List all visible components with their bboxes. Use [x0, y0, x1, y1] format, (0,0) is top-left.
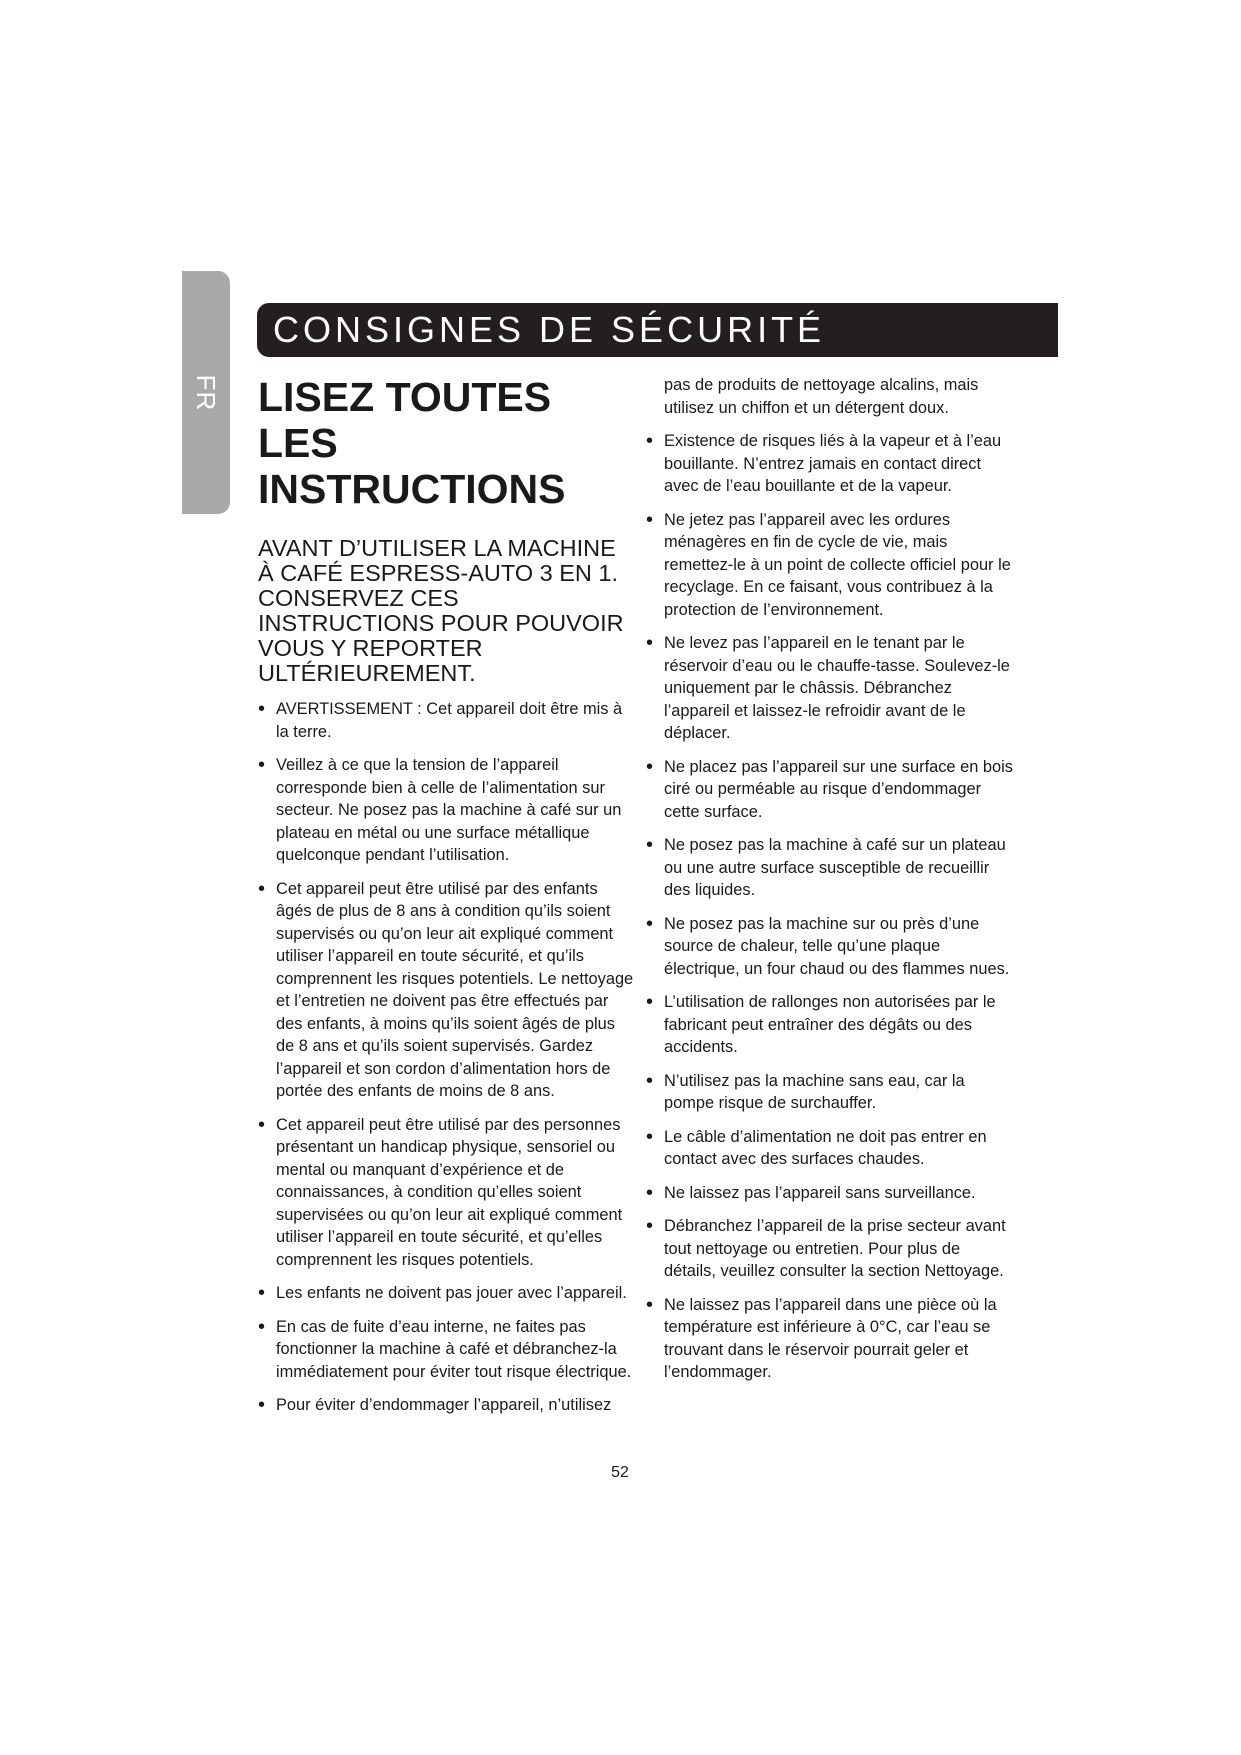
safety-item: • Pour éviter d’endommager l’appareil, n’utilisez: [258, 1394, 636, 1417]
safety-item: • N’utilisez pas la machine sans eau, car la pompe risque de surchauffer.: [646, 1070, 1014, 1115]
safety-item: • Les enfants ne doivent pas jouer avec l’appareil.: [258, 1282, 636, 1305]
safety-item: • En cas de fuite d’eau interne, ne faites pas fonctionner la machine à café et débranchez-la immédiatement pour éviter tout risque électrique.: [258, 1316, 636, 1384]
instructions-subheading: AVANT D’UTILISER LA MACHINE À CAFÉ ESPRESS-AUTO 3 EN 1. CONSERVEZ CES INSTRUCTIONS POUR POUVOIR VOUS Y REPORTER ULTÉRIEUREMENT.: [258, 535, 624, 686]
safety-item: • Ne levez pas l’appareil en le tenant par le réservoir d’eau ou le chauffe-tasse. Soulevez-le uniquement par le châssis. Débranchez l’appareil et laissez-le refroidir avant de le déplacer.: [646, 632, 1014, 745]
safety-item: • Cet appareil peut être utilisé par des personnes présentant un handicap physique, sensoriel ou mental ou manquant d’expérience et de connaissances, à condition qu’elles soient supervisées ou qu’on leur ait expliqué comment utiliser l’appareil en toute sécurité, et qu’elles comprennent les risques potentiels.: [258, 1114, 636, 1272]
safety-item: • Le câble d’alimentation ne doit pas entrer en contact avec des surfaces chaudes.: [646, 1126, 1014, 1171]
safety-item: • Ne laissez pas l’appareil sans surveillance.: [646, 1182, 1014, 1205]
safety-item: • Ne placez pas l’appareil sur une surface en bois ciré ou perméable au risque d’endommager cette surface.: [646, 756, 1014, 824]
safety-item: • Ne jetez pas l’appareil avec les ordures ménagères en fin de cycle de vie, mais remettez-le à un point de collecte officiel pour le recyclage. En ce faisant, vous contribuez à la protection de l’environnement.: [646, 509, 1014, 622]
right-bullet-list: [646, 374, 1014, 1384]
safety-item: • Existence de risques liés à la vapeur et à l’eau bouillante. N’entrez jamais en contact direct avec de l’eau bouillante et de la vapeur.: [646, 430, 1014, 498]
left-bullet-list: [258, 698, 636, 1417]
safety-item-continuation: pas de produits de nettoyage alcalins, mais utilisez un chiffon et un détergent doux.: [664, 376, 979, 417]
left-column: [258, 374, 636, 1428]
safety-item: • Ne laissez pas l’appareil dans une pièce où la température est inférieure à 0°C, car l’eau se trouvant dans le réservoir pourrait geler et l’endommager.: [646, 1294, 1014, 1384]
safety-item: • L’utilisation de rallonges non autorisées par le fabricant peut entraîner des dégâts ou des accidents.: [646, 991, 1014, 1059]
safety-item: • Ne posez pas la machine sur ou près d’une source de chaleur, telle qu’une plaque électrique, un four chaud ou des flammes nues.: [646, 913, 1014, 981]
safety-item: • Débranchez l’appareil de la prise secteur avant tout nettoyage ou entretien. Pour plus de détails, veuillez consulter la section Nettoyage.: [646, 1215, 1014, 1283]
safety-item: • Veillez à ce que la tension de l’appareil corresponde bien à celle de l’alimentation sur secteur. Ne posez pas la machine à café sur un plateau en métal ou une surface métallique quelconque pendant l’utilisation.: [258, 754, 636, 867]
safety-item: • Cet appareil peut être utilisé par des enfants âgés de plus de 8 ans à condition qu’ils soient supervisés ou qu’on leur ait expliqué comment utiliser l’appareil en toute sécurité, et qu’ils comprennent les risques potentiels. Le nettoyage et l’entretien ne doivent pas être effectués par des enfants, à moins qu’ils soient âgés de plus de 8 ans et qu’ils soient supervisés. Gardez l’appareil et son cordon d’alimentation hors de portée des enfants de moins de 8 ans.: [258, 878, 636, 1103]
page-headline: LISEZ TOUTES LES INSTRUCTIONS: [258, 374, 566, 512]
safety-item: • AVERTISSEMENT : Cet appareil doit être mis à la terre.: [258, 698, 636, 743]
right-column: [646, 374, 1014, 1395]
language-label: FR: [191, 374, 222, 412]
section-title: CONSIGNES DE SÉCURITÉ: [273, 309, 826, 350]
safety-item: • Ne posez pas la machine à café sur un plateau ou une autre surface susceptible de recueillir des liquides.: [646, 834, 1014, 902]
section-banner: [257, 303, 1058, 357]
page-number: 52: [611, 1464, 629, 1481]
